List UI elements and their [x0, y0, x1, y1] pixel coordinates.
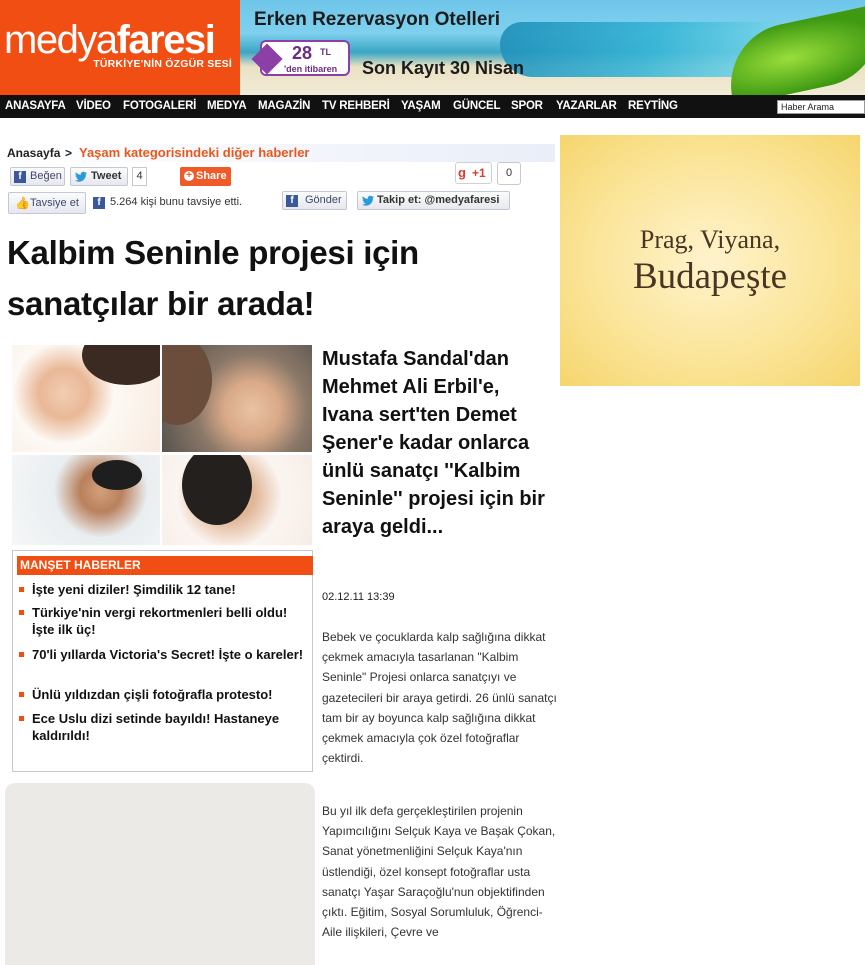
hotel-banner-ad[interactable]	[240, 0, 865, 95]
site-logo[interactable]	[0, 0, 240, 95]
headline-news-item-text: 70'li yıllarda Victoria's Secret! İşte o kareler!	[32, 647, 304, 662]
photo-hair-shape	[92, 460, 142, 490]
headline-news-box	[12, 550, 313, 772]
nav-item-guncel[interactable]: GÜNCEL	[453, 100, 501, 112]
tweet-count: 4	[132, 167, 147, 186]
recommend-count-text: 5.264 kişi bunu tavsiye etti.	[110, 196, 243, 208]
photo-hair-shape	[162, 345, 212, 425]
article-lead: Mustafa Sandal'dan Mehmet Ali Erbil'e, Ivana sert'ten Demet Şener'e kadar onlarca ünlü sanatçı ''Kalbim Seninle'' projesi için bir araya geldi...	[322, 348, 545, 538]
site-header	[0, 0, 865, 95]
banner-price-tag	[260, 40, 350, 76]
ad-line-2: Budapeşte	[632, 256, 788, 297]
search-input[interactable]	[777, 100, 865, 114]
article-paragraph-2: Bu yıl ilk defa gerçekleştirilen projenin Yapımcılığını Selçuk Kaya ve Başak Çokan, Sanat yönetmenliğini Selçuk Kaya'nın üstlendiği, özel konsept fotoğraflar usta sanatçı Yaşar Saraçoğlu'nun objektifinden çıktı. Eğitim, Sosyal Sorumluluk, Öğrenci- Aile ilişkileri, Çevre ve	[322, 804, 556, 940]
recommend-label: Tavsiye et	[30, 197, 79, 209]
follow-label: Takip et: @medyafaresi	[377, 194, 500, 206]
nav-item-spor[interactable]: SPOR	[511, 100, 543, 112]
photo-hair-shape	[82, 345, 160, 385]
nav-item-medya[interactable]: MEDYA	[207, 100, 247, 112]
breadcrumb	[5, 144, 555, 162]
recommend-button[interactable]	[8, 192, 86, 214]
tweet-button[interactable]	[70, 167, 128, 186]
breadcrumb-separator: >	[65, 146, 73, 160]
google-plus-button[interactable]	[455, 162, 492, 184]
share-label: Share	[196, 170, 227, 182]
bullet-icon	[19, 692, 24, 697]
bullet-icon	[19, 652, 24, 657]
article-photo-3[interactable]	[12, 455, 160, 545]
banner-title: Erken Rezervasyon Otelleri	[254, 9, 501, 30]
banner-currency: TL	[320, 47, 331, 57]
nav-item-yazarlar[interactable]: YAZARLAR	[556, 100, 617, 112]
price-tag-icon	[251, 43, 282, 74]
nav-item-video[interactable]: VİDEO	[76, 100, 111, 112]
banner-price: 28	[292, 43, 313, 63]
nav-item-fotogaleri[interactable]: FOTOGALERİ	[123, 100, 197, 112]
photo-hair-shape	[182, 455, 252, 525]
article-photo-2[interactable]	[162, 345, 312, 452]
twitter-bird-icon	[74, 171, 88, 183]
bullet-icon	[19, 716, 24, 721]
travel-ad[interactable]	[560, 135, 860, 386]
twitter-follow-icon	[361, 195, 375, 207]
article-photo-1[interactable]	[12, 345, 160, 452]
article-photo-4[interactable]	[162, 455, 312, 545]
like-label: Beğen	[30, 170, 62, 182]
nav-item-anasayfa[interactable]: ANASAYFA	[5, 100, 66, 112]
article-headline: Kalbim Seninle projesi için sanatçılar bir arada!	[7, 234, 419, 322]
google-icon: g	[458, 165, 466, 180]
breadcrumb-home[interactable]: Anasayfa	[7, 146, 61, 160]
headline-news-item-text: Ünlü yıldızdan çişli fotoğrafla protesto!	[32, 687, 273, 702]
headline-news-title: MANŞET HABERLER	[17, 556, 313, 575]
nav-item-reyting[interactable]: REYTİNG	[628, 100, 678, 112]
nav-item-magazin[interactable]: MAGAZİN	[258, 100, 311, 112]
facebook-icon: f	[14, 171, 26, 183]
bullet-icon	[19, 587, 24, 592]
headline-news-item-text: Ece Uslu dizi setinde bayıldı! Hastaneye kaldırıldı!	[32, 711, 280, 743]
tweet-label: Tweet	[91, 170, 122, 182]
breadcrumb-category[interactable]: Yaşam kategorisindeki diğer haberler	[79, 145, 310, 160]
gplus-count: 0	[497, 162, 521, 185]
facebook-send-icon: f	[286, 195, 298, 207]
twitter-follow-button[interactable]	[357, 191, 510, 210]
article-paragraph-1: Bebek ve çocuklarda kalp sağlığına dikkat çekmek amacıyla tasarlanan "Kalbim Seninle" Projesi onlarca sanatçıyı ve gazetecileri bir araya getirdi. 26 ünlü sanatçı tam bir ay boyunca kalp sağlığına dikkat çekmek amacıyla çok özel fotoğraflar çektirdi.	[322, 630, 557, 766]
plus-icon: +	[184, 171, 194, 181]
banner-subtitle: Son Kayıt 30 Nisan	[362, 58, 525, 78]
headline-news-item-text: Türkiye'nin vergi rekortmenleri belli oldu! İşte ilk üç!	[32, 605, 288, 637]
gplus-label: +1	[472, 166, 486, 180]
facebook-like-button[interactable]	[10, 167, 65, 186]
facebook-small-icon: f	[93, 197, 105, 209]
ad-placeholder-box	[5, 783, 315, 965]
logo-text-bold: faresi	[116, 18, 215, 62]
send-label: Gönder	[305, 194, 342, 206]
nav-item-tv-rehberi[interactable]: TV REHBERİ	[322, 100, 390, 112]
banner-leaf-image	[719, 4, 865, 95]
main-nav	[0, 95, 865, 118]
thumbs-up-icon: 👍	[15, 196, 30, 210]
nav-item-yasam[interactable]: YAŞAM	[401, 100, 441, 112]
ad-line-1: Prag, Viyana,	[639, 225, 781, 254]
headline-news-item-text: İşte yeni diziler! Şimdilik 12 tane!	[32, 582, 236, 597]
share-button[interactable]	[180, 167, 231, 186]
logo-text-light: medya	[4, 18, 117, 62]
banner-price-note: 'den itibaren	[284, 64, 338, 74]
facebook-send-button[interactable]	[282, 191, 347, 210]
bullet-icon	[19, 610, 24, 615]
logo-tagline: TÜRKİYE'NİN ÖZGÜR SESİ	[93, 58, 232, 70]
article-date: 02.12.11 13:39	[322, 591, 395, 603]
